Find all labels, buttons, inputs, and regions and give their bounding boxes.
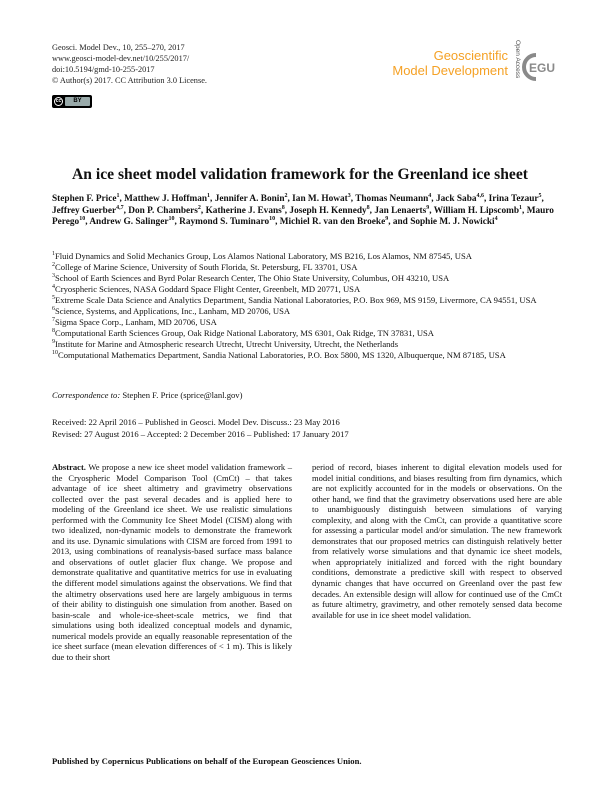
paper-title: An ice sheet model validation framework for the Greenland ice sheet xyxy=(72,166,528,183)
author-affiliation-marker: 1 xyxy=(519,204,523,211)
affiliation-item xyxy=(52,295,562,306)
affiliation-item xyxy=(52,262,562,273)
author-affiliation-marker: 9 xyxy=(385,216,389,223)
author-name: Jan Lenaerts xyxy=(374,205,427,216)
author-name: Stephen F. Price xyxy=(52,194,117,204)
author-name: Irina Tezaur xyxy=(488,194,539,204)
affiliation-number: 3 xyxy=(52,273,55,280)
author-name: William H. Lipscomb xyxy=(433,205,520,216)
cc-by-badge[interactable] xyxy=(52,95,92,108)
author-name: Andrew G. Salinger xyxy=(89,217,169,228)
affiliation-text: Computational Earth Sciences Group, Oak Ridge National Laboratory, MS 6301, Oak Ridge, TN 37831, USA xyxy=(55,327,435,338)
author-affiliation-marker: 10 xyxy=(168,216,175,223)
affiliation-text: School of Earth Sciences and Byrd Polar Research Center, The Ohio State University, Columbus, OH 43210, USA xyxy=(55,272,450,283)
abstract-label: Abstract. xyxy=(52,462,86,472)
correspondence-label: Correspondence to: xyxy=(52,390,121,400)
dates-line-1: Received: 22 April 2016 – Published in Geosci. Model Dev. Discuss.: 23 May 2016 xyxy=(52,417,340,427)
affiliation-text: Science, Systems, and Applications, Inc., Lanham, MD 20706, USA xyxy=(55,305,291,316)
abstract-column-1 xyxy=(52,462,292,662)
author-name: Don P. Chambers xyxy=(128,205,198,216)
author-affiliation-marker: 8 xyxy=(366,204,370,211)
affiliation-item xyxy=(52,306,562,317)
journal-name-line2: Model Development xyxy=(392,63,508,78)
affiliation-text: Extreme Scale Data Science and Analytics Department, Sandia National Laboratories, P.O. Box 969, MS 9159, Livermore, CA 94551, USA xyxy=(55,294,537,305)
open-access-label xyxy=(512,40,522,90)
author-name: Joseph H. Kennedy xyxy=(289,205,367,216)
author-name: Michiel R. van den Broeke xyxy=(279,217,386,228)
author-list: Stephen F. Price$^1$, Matthew J. Hoffman$^1$, Jennifer A. Bonin$^2$, Ian M. Howat$^3$, Thomas Neumann$^4$, Jack Saba$^{4,6}$, Irina Tezaur$^5$, Jeffrey Guerber$^{4,7}$, Don P. Chambers$^2$, Katherine J. Evans$^8$, Joseph H. Kennedy$^8$, Jan Lenaerts$^9$, William H. Lipscomb$^1$, Mauro Perego$^{10}$, Andrew G. Salinger$^{10}$, Raymond S. Tuminaro$^{10}$, Michiel R. van den Broeke$^9$, and Sophie M. J. Nowicki$^4$ xyxy=(52,192,554,228)
author-name: Raymond S. Tuminaro xyxy=(179,217,270,228)
author-name: Ian M. Howat xyxy=(292,194,348,204)
author-affiliation-marker: 9 xyxy=(426,204,430,211)
affiliation-text: Institute for Marine and Atmospheric research Utrecht, Utrecht University, Utrecht, the Netherlands xyxy=(55,338,399,349)
author-affiliation-marker: 3 xyxy=(347,192,351,199)
affiliation-text: Computational Mathematics Department, Sandia National Laboratories, P.O. Box 5800, MS 1320, Albuquerque, NM 87185, USA xyxy=(58,349,506,360)
affiliation-list xyxy=(52,251,562,361)
affiliation-item xyxy=(52,273,562,284)
author-name: Jennifer A. Bonin xyxy=(214,194,285,204)
journal-name xyxy=(392,48,508,78)
affiliation-number: 7 xyxy=(52,316,55,323)
author-name: Katherine J. Evans xyxy=(205,205,282,216)
author-name: Sophie M. J. Nowicki xyxy=(410,217,495,228)
correspondence xyxy=(52,390,242,400)
open-access-text: Open Access xyxy=(514,40,521,79)
citation-header xyxy=(52,42,207,86)
affiliation-number: 8 xyxy=(52,327,55,334)
affiliation-item xyxy=(52,284,562,295)
affiliation-text: College of Marine Science, University of South Florida, St. Petersburg, FL 33701, USA xyxy=(55,261,358,272)
publisher-footer: Published by Copernicus Publications on behalf of the European Geosciences Union. xyxy=(52,756,362,766)
author-name: Jeffrey Guerber xyxy=(52,205,117,216)
affiliation-item xyxy=(52,339,562,350)
author-name: Thomas Neumann xyxy=(355,194,429,204)
author-affiliation-marker: 5 xyxy=(538,192,542,199)
affiliation-number: 5 xyxy=(52,294,55,301)
author-affiliation-marker: 4,6 xyxy=(476,192,485,199)
author-name: Matthew J. Hoffman xyxy=(124,194,208,204)
affiliation-item xyxy=(52,328,562,339)
author-affiliation-marker: 1 xyxy=(116,192,120,199)
affiliation-number: 10 xyxy=(52,349,58,356)
affiliation-item xyxy=(52,317,562,328)
author-affiliation-marker: 4 xyxy=(428,192,432,199)
correspondence-text[interactable]: Stephen F. Price (sprice@lanl.gov) xyxy=(122,390,243,400)
citation-line: Geosci. Model Dev., 10, 255–270, 2017 xyxy=(52,43,185,52)
author-name: Mauro Perego xyxy=(52,205,554,228)
author-affiliation-marker: 1 xyxy=(207,192,211,199)
affiliation-number: 1 xyxy=(52,251,55,258)
author-affiliation-marker: 4,7 xyxy=(116,204,124,211)
abstract-column-2 xyxy=(312,462,562,620)
journal-name-line1: Geoscientific xyxy=(433,48,508,63)
affiliation-number: 6 xyxy=(52,305,55,312)
publication-dates xyxy=(52,416,349,440)
affiliation-text: Fluid Dynamics and Solid Mechanics Group, Los Alamos National Laboratory, MS B216, Los Alamos, NM 87545, USA xyxy=(55,251,472,261)
affiliation-number: 4 xyxy=(52,284,55,290)
affiliation-number: 2 xyxy=(52,262,55,269)
dates-line-2: Revised: 27 August 2016 – Accepted: 2 December 2016 – Published: 17 January 2017 xyxy=(52,429,349,439)
license-line: © Author(s) 2017. CC Attribution 3.0 License. xyxy=(52,76,207,85)
affiliation-item xyxy=(52,251,562,262)
affiliation-item xyxy=(52,350,562,361)
doi-line[interactable]: doi:10.5194/gmd-10-255-2017 xyxy=(52,65,155,74)
egu-logo-icon xyxy=(522,52,556,82)
egu-logo-text: EGU xyxy=(529,61,556,75)
author-affiliation-marker: 2 xyxy=(197,204,201,211)
affiliation-text: Cryospheric Sciences, NASA Goddard Space Flight Center, Greenbelt, MD 20771, USA xyxy=(55,283,361,294)
abstract-text-1: We propose a new ice sheet model validation framework – the Cryospheric Model Comparison Tool (CmCt) – that takes advantage of ice sheet altimetry and gravimetry observations collected over the past several decades and is applied here to modeling of the Greenland ice sheet. We use realistic simulations performed with the Community Ice Sheet Model (CISM) along with two idealized, non-dynamic models to demonstrate the framework and its use. Dynamic simulations with CISM are forced from 1991 to 2013, using combinations of reanalysis-based surface mass balance and observations of outlet glacier flux change. We propose and demonstrate qualitative and quantitative metrics for use in evaluating the different model simulations against the observations. We find that the altimetry observations used here are largely ambiguous in terms of their ability to distinguish one simulation from another. Based on basin-scale and whole-ice-sheet-scale metrics, we find that simulations using both idealized conceptual models and dynamic, numerical models provide an equally reasonable representation of the ice sheet surface (mean elevation differences of < 1 m). This is likely due to their short xyxy=(52,462,292,662)
by-icon: BY xyxy=(65,97,90,106)
cc-icon: cc xyxy=(55,98,62,104)
abstract-text-2: period of record, biases inherent to digital elevation models used for model initial conditions, and biases resulting from firn dynamics, which are not explicitly accounted for in the models or observations. On the other hand, we find that the gravimetry observations used here are able to unambiguously distinguish between simulations of varying complexity, and along with the CmCt, can provide a quantitative score for assessing a particular model and/or simulation. The new framework demonstrates that our proposed metrics can distinguish relatively better from relatively worse simulations and that dynamic ice sheet models, when appropriately initialized and forced with the right boundary conditions, demonstrate a predictive skill with respect to observed dynamic changes that have occurred on Greenland over the past few decades. An extensible design will allow for continued use of the CmCt as future altimetry, gravimetry, and other remotely sensed data become available for use in ice sheet model validation. xyxy=(312,462,562,620)
affiliation-text: Sigma Space Corp., Lanham, MD 20706, USA xyxy=(55,316,217,327)
author-name: Jack Saba xyxy=(435,194,477,204)
author-affiliation-marker: 10 xyxy=(269,216,276,223)
author-affiliation-marker: 4 xyxy=(494,216,498,223)
author-affiliation-marker: 8 xyxy=(281,204,285,211)
affiliation-number: 9 xyxy=(52,338,55,345)
author-affiliation-marker: 2 xyxy=(284,192,288,199)
author-affiliation-marker: 10 xyxy=(79,216,86,223)
journal-url[interactable]: www.geosci-model-dev.net/10/255/2017/ xyxy=(52,54,190,63)
